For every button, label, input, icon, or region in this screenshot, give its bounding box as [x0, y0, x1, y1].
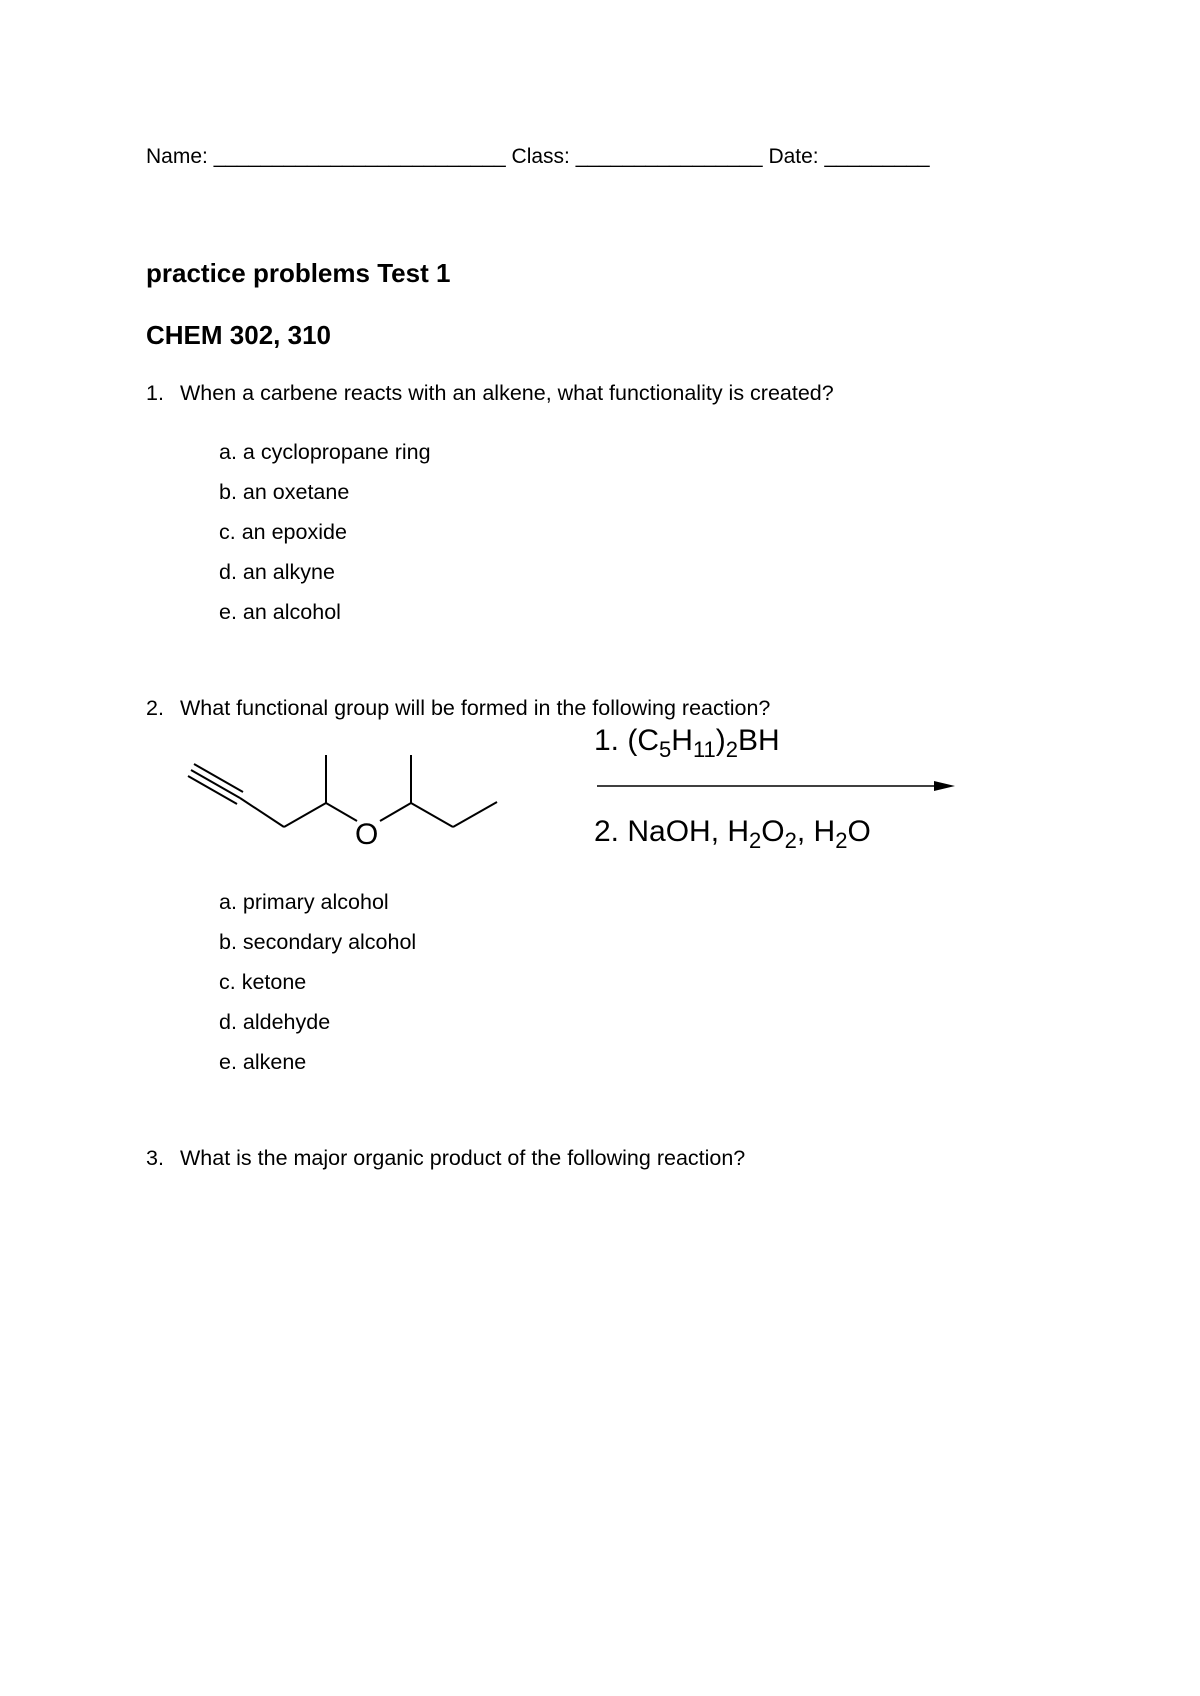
class-label: Class: [511, 145, 570, 168]
question-2-number: 2. [146, 696, 164, 720]
bond-ethyl-1 [411, 803, 453, 827]
bond-ch [284, 803, 326, 827]
question-3-number: 3. [146, 1146, 164, 1170]
bond-ethyl-2 [453, 802, 497, 827]
question-1-number: 1. [146, 381, 164, 405]
question-2-option-d: d. aldehyde [219, 1010, 331, 1034]
page-title: practice problems Test 1 [146, 258, 451, 288]
question-1-option-c: c. an epoxide [219, 520, 347, 544]
bond-ch2 [240, 798, 284, 827]
triple-bond-1 [188, 776, 237, 804]
reaction-arrow-head [934, 781, 955, 791]
question-1-option-e: e. an alcohol [219, 600, 341, 624]
bond-c-o-left [326, 803, 357, 821]
question-3-text: What is the major organic product of the following reaction? [180, 1146, 746, 1170]
course-title: CHEM 302, 310 [146, 320, 331, 350]
name-blank: _________________________ [213, 145, 506, 168]
oxygen-atom-label: O [355, 818, 379, 851]
triple-bond-3 [194, 764, 243, 792]
question-2-text: What functional group will be formed in the following reaction? [180, 696, 771, 720]
date-blank: _________ [824, 145, 930, 168]
question-1-option-a: a. a cyclopropane ring [219, 440, 431, 464]
question-2-option-b: b. secondary alcohol [219, 930, 417, 954]
question-2-option-a: a. primary alcohol [219, 890, 389, 914]
date-label: Date: [768, 145, 819, 168]
question-1-option-d: d. an alkyne [219, 560, 335, 584]
question-1-option-b: b. an oxetane [219, 480, 350, 504]
question-3 [146, 1146, 745, 1171]
triple-bond-2 [191, 770, 240, 798]
class-blank: ________________ [575, 145, 763, 168]
bond-o-c-right [380, 803, 411, 821]
question-2-option-e: e. alkene [219, 1050, 307, 1074]
reactant-molecule [188, 755, 497, 827]
question-2-option-c: c. ketone [219, 970, 307, 994]
reagent-step-2: 2. NaOH, $H_2O_2$, $H_2O$ [594, 815, 871, 853]
question-1-text: When a carbene reacts with an alkene, what functionality is created? [180, 381, 834, 405]
reagent-step-1: 1. $(C_5H_{11})_2BH$ [594, 724, 780, 762]
name-label: Name: [146, 145, 208, 168]
